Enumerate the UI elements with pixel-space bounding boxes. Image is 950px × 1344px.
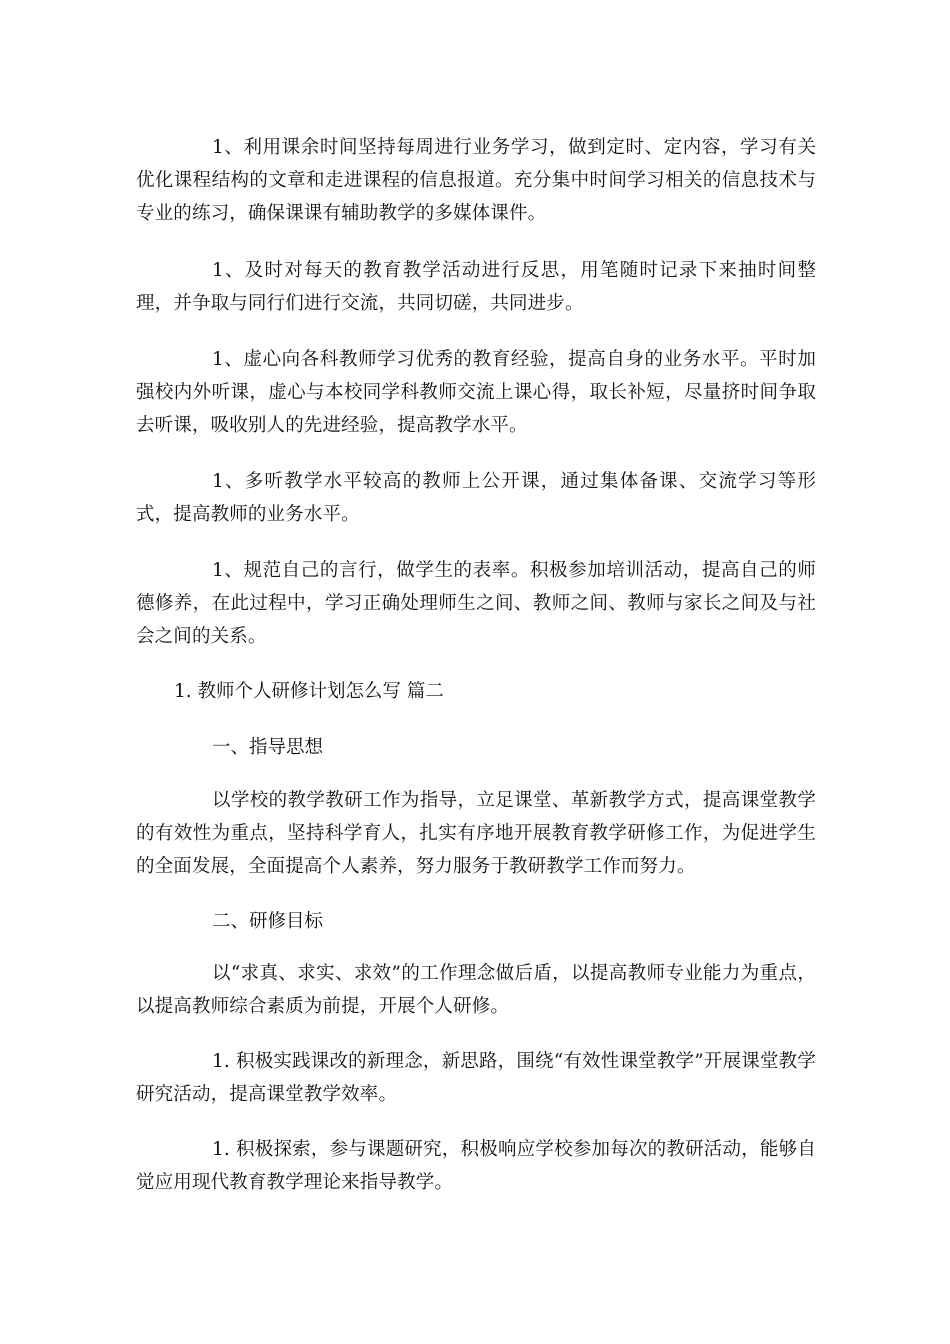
list-item-curriculum-reform: 1. 积极实践课改的新理念，新思路，围绕“有效性课堂教学”开展课堂教学研究活动，提高课堂教学效率。 xyxy=(136,1051,816,1105)
list-item-topic-research: 1. 积极探索，参与课题研究，积极响应学校参加每次的教研活动，能够自觉应用现代教育教学理论来指导教学。 xyxy=(136,1139,816,1193)
paragraph-learn-experience: 1、虚心向各科教师学习优秀的教育经验，提高自身的业务水平。平时加强校内外听课，虚心与本校同学科教师交流上课心得，取长补短，尽量挤时间争取去听课，吸收别人的先进经验，提高教学水平。 xyxy=(136,349,816,436)
paragraph-guiding-ideology: 以学校的教学教研工作为指导，立足课堂、革新教学方式，提高课堂教学的有效性为重点，坚持科学育人，扎实有序地开展教育教学研修工作，为促进学生的全面发展，全面提高个人素养，努力服务于教研教学工作而努力。 xyxy=(136,790,816,877)
paragraph-study: 1、利用课余时间坚持每周进行业务学习，做到定时、定内容，学习有关优化课程结构的文章和走进课程的信息报道。充分集中时间学习相关的信息技术与专业的练习，确保课课有辅助教学的多媒体课件。 xyxy=(136,137,816,224)
section-title: 1. 教师个人研修计划怎么写 篇二 xyxy=(174,681,444,702)
paragraph-open-class: 1、多听教学水平较高的教师上公开课，通过集体备课、交流学习等形式，提高教师的业务水平。 xyxy=(136,471,816,525)
paragraph-reflection: 1、及时对每天的教育教学活动进行反思，用笔随时记录下来抽时间整理，并争取与同行们进行交流，共同切磋，共同进步。 xyxy=(136,260,816,314)
paragraph-ethics: 1、规范自己的言行，做学生的表率。积极参加培训活动，提高自己的师德修养，在此过程中，学习正确处理师生之间、教师之间、教师与家长之间及与社会之间的关系。 xyxy=(136,560,816,647)
heading-research-goals: 二、研修目标 xyxy=(212,911,324,932)
heading-guiding-ideology: 一、指导思想 xyxy=(212,737,324,758)
paragraph-research-goals: 以“求真、求实、求效”的工作理念做后盾，以提高教师专业能力为重点，以提高教师综合素质为前提，开展个人研修。 xyxy=(136,963,816,1017)
